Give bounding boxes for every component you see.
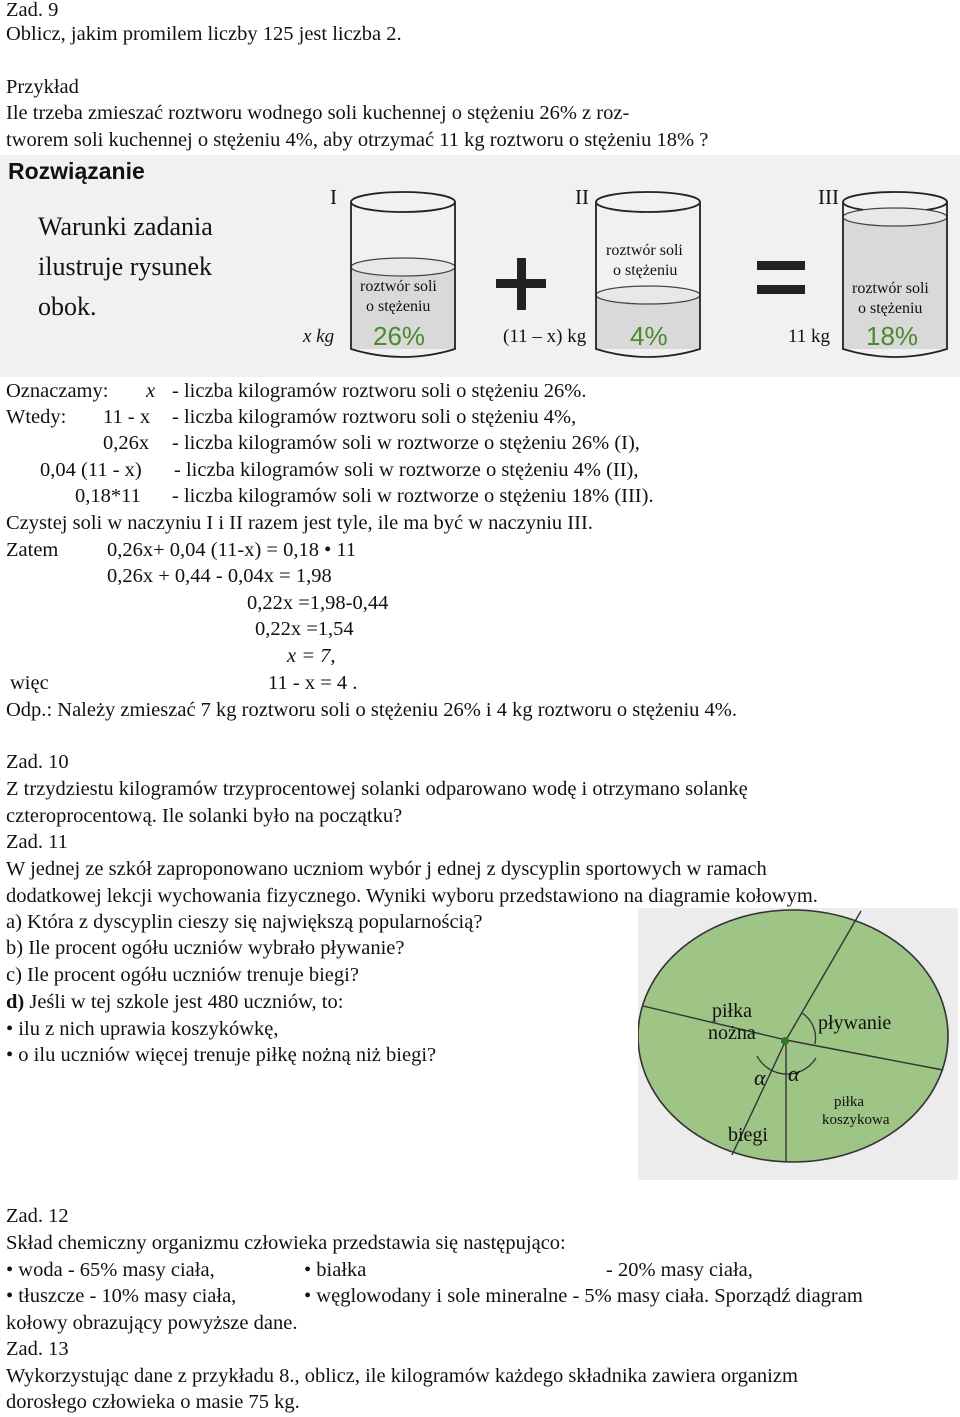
example-line-2: tworem soli kuchennej o stężeniu 4%, aby otrzymać 11 kg roztworu o stężeniu 18% ? (6, 129, 709, 151)
answer (6, 698, 737, 722)
pie-alpha-right: α (788, 1061, 800, 1086)
equation-5: x = 7, (287, 645, 336, 667)
zad11-question-d-label: d) (6, 991, 25, 1013)
pie-label-pilka-nozna-2: nożna (708, 1022, 756, 1044)
zad12-title: Zad. 12 (6, 1205, 69, 1227)
wiec-label: więc (10, 672, 49, 694)
expr-row-2: 0,26x (103, 432, 150, 454)
figure-heading: Rozwiązanie (8, 158, 145, 184)
vessel-2-label-2: o stężeniu (613, 262, 678, 279)
pie-chart (638, 908, 958, 1180)
vessel-2-label-1: roztwór soli (606, 242, 683, 259)
zad12-item-bialka-value: - 20% masy ciała, (606, 1259, 753, 1281)
desc-row-3: - liczba kilogramów soli w roztworze o stężeniu 4% (II), (174, 459, 639, 481)
vessel-1-numeral: I (330, 185, 337, 209)
desc-row-1: - liczba kilogramów roztworu soli o stężeniu 4%, (172, 406, 577, 428)
oznaczamy-label: Oznaczamy: (6, 380, 109, 402)
vessel-3-mass: 11 kg (788, 326, 831, 347)
zad13-line-2: dorosłego człowieka o masie 75 kg. (6, 1391, 300, 1413)
zad9-question: Oblicz, jakim promilem liczby 125 jest liczba 2. (6, 23, 402, 45)
zad12-line-4: kołowy obrazujący powyższe dane. (6, 1312, 298, 1334)
answer-text: : Należy zmieszać 7 kg roztworu soli o stężeniu 26% i 4 kg roztworu o stężeniu 4%. (46, 699, 737, 721)
solution-statement: Czystej soli w naczyniu I i II razem jest tyle, ile ma być w naczyniu III. (6, 512, 593, 534)
vessel-3-label-2: o stężeniu (858, 300, 923, 317)
pie-label-koszykowka-2: koszykowa (822, 1112, 890, 1128)
wtedy-label: Wtedy: (6, 406, 67, 428)
vessel-1-mass: x kg (303, 326, 335, 347)
vessel-1-label-2: o stężeniu (366, 298, 431, 315)
zad12-line-1: Skład chemiczny organizmu człowieka przedstawia się następująco: (6, 1232, 566, 1254)
zad12-item-weglowodany: • węglowodany i sole mineralne - 5% masy ciała. Sporządź diagram (304, 1285, 863, 1307)
pie-label-koszykowka-1: piłka (834, 1094, 864, 1110)
zad11-title: Zad. 11 (6, 831, 68, 853)
example-line-1: Ile trzeba zmieszać roztworu wodnego soli kuchennej o stężeniu 26% z roz- (6, 102, 630, 124)
pie-alpha-left: α (754, 1065, 766, 1090)
zad11-question-a: a) Która z dyscyplin cieszy się największą popularnością? (6, 911, 483, 933)
expr-row-4: 0,18*11 (75, 485, 141, 507)
zad11-question-d (6, 990, 343, 1014)
zad13-line-1: Wykorzystując dane z przykładu 8., oblicz, ile kilogramów każdego składnika zawiera organizm (6, 1365, 798, 1387)
zad13-title: Zad. 13 (6, 1338, 69, 1360)
plus-sign (496, 258, 546, 310)
oznaczamy-desc: - liczba kilogramów roztworu soli o stężeniu 26%. (172, 380, 587, 402)
zad11-line-2: dodatkowej lekcji wychowania fizycznego. Wyniki wyboru przedstawiono na diagramie kołowym. (6, 885, 818, 907)
solution-figure (0, 155, 960, 377)
answer-label: Odp. (6, 699, 47, 721)
wiec-expr: 11 - x = 4 . (268, 672, 358, 694)
vessel-3-percent: 18% (866, 321, 919, 351)
equation-1: 0,26x+ 0,04 (11-x) = 0,18 • 11 (107, 539, 357, 561)
zad10-line-2: czteroprocentową. Ile solanki było na początku? (6, 805, 403, 827)
zad11-bullet-1: • ilu z nich uprawia koszykówkę, (6, 1018, 279, 1040)
equation-4: 0,22x =1,54 (255, 618, 354, 640)
pie-disc (638, 910, 948, 1162)
vessel-1-label-1: roztwór soli (360, 278, 437, 295)
zad11-question-b: b) Ile procent ogółu uczniów wybrało pływanie? (6, 937, 405, 959)
zad9-title: Zad. 9 (6, 0, 59, 21)
zatem-label: Zatem (6, 539, 59, 561)
equation-3: 0,22x =1,98-0,44 (247, 592, 389, 614)
vessel-1-percent: 26% (373, 321, 426, 351)
zad11-line-1: W jednej ze szkół zaproponowano uczniom wybór j ednej z dyscyplin sportowych w ramach (6, 858, 767, 880)
pie-label-pilka-nozna-1: piłka (712, 1000, 752, 1022)
figure-caption-1: Warunki zadania (38, 212, 213, 241)
zad12-item-tluszcze: • tłuszcze - 10% masy ciała, (6, 1285, 237, 1307)
zad11-question-d-text: Jeśli w tej szkole jest 480 uczniów, to: (24, 991, 344, 1013)
zad10-line-1: Z trzydziestu kilogramów trzyprocentowej solanki odparowano wodę i otrzymano solankę (6, 778, 748, 800)
vessel-3-label-1: roztwór soli (852, 280, 929, 297)
expr-row-3: 0,04 (11 - x) (40, 459, 142, 481)
zad12-item-woda: • woda - 65% masy ciała, (6, 1259, 215, 1281)
oznaczamy-var: x (146, 380, 156, 402)
zad11-bullet-2: • o ilu uczniów więcej trenuje piłkę nożną niż biegi? (6, 1044, 437, 1066)
figure-caption-2: ilustruje rysunek (38, 252, 213, 281)
equation-2: 0,26x + 0,44 - 0,04x = 1,98 (107, 565, 332, 587)
vessel-3-numeral: III (818, 185, 839, 209)
desc-row-4: - liczba kilogramów soli w roztworze o stężeniu 18% (III). (172, 485, 654, 507)
desc-row-2: - liczba kilogramów soli w roztworze o stężeniu 26% (I), (172, 432, 640, 454)
vessel-2-mass: (11 – x) kg (503, 326, 587, 347)
example-title: Przykład (6, 76, 79, 98)
expr-row-1: 11 - x (103, 406, 151, 428)
zad10-title: Zad. 10 (6, 751, 69, 773)
vessel-2-percent: 4% (630, 321, 668, 351)
pie-label-biegi: biegi (728, 1124, 768, 1146)
zad12-item-bialka: • białka (304, 1259, 367, 1281)
pie-label-plywanie: pływanie (818, 1012, 892, 1034)
center-dot (781, 1037, 789, 1045)
vessel-2-numeral: II (575, 185, 589, 209)
equals-sign (757, 261, 805, 294)
pie-chart-figure (638, 908, 958, 1180)
figure-caption-3: obok. (38, 292, 97, 321)
zad11-question-c: c) Ile procent ogółu uczniów trenuje biegi? (6, 964, 359, 986)
